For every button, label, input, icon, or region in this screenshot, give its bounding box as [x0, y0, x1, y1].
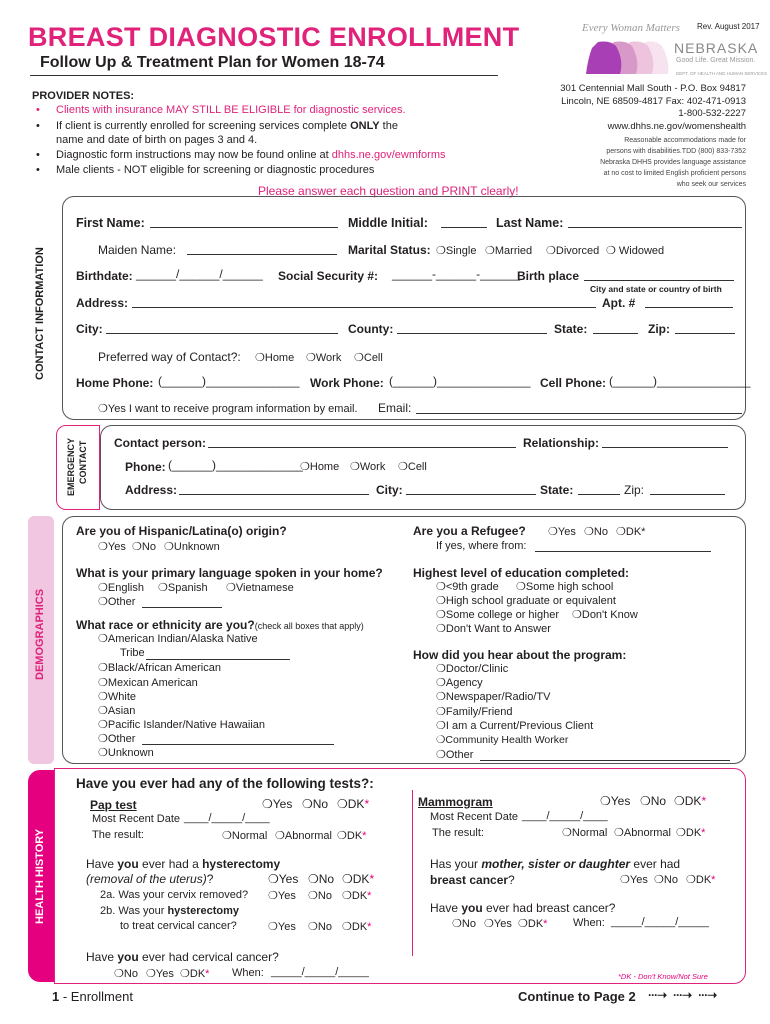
emergency-person-label: Contact person: — [114, 436, 207, 450]
race-question: What race or ethnicity are you?(check all boxes that apply) — [76, 618, 364, 632]
family-yes[interactable]: ❍Yes — [620, 874, 648, 886]
title-rule — [30, 75, 498, 76]
zip-label: Zip: — [648, 322, 670, 336]
emergency-city-field[interactable] — [406, 483, 536, 495]
hispanic-no[interactable]: ❍No — [132, 541, 156, 553]
family-cancer-question: Has your mother, sister or daughter ever had — [430, 857, 681, 871]
marital-divorced[interactable]: ❍Divorced — [546, 245, 600, 257]
race-unknown[interactable]: ❍Unknown — [98, 747, 154, 759]
state-label: State: — [554, 322, 588, 336]
pap-label: Pap test — [90, 798, 137, 812]
race-tribe-field[interactable] — [146, 648, 290, 660]
cervix-no[interactable]: ❍No — [308, 890, 332, 902]
hear-agency[interactable]: ❍Agency — [436, 677, 483, 689]
email-opt-in[interactable]: ❍Yes I want to receive program information by email. — [98, 403, 358, 415]
birthdate-field[interactable]: ______/______/______ — [136, 267, 263, 281]
race-pacific-islander[interactable]: ❍Pacific Islander/Native Hawaiian — [98, 719, 266, 731]
emergency-zip-label: Zip: — [624, 483, 645, 497]
lang-spanish[interactable]: ❍Spanish — [158, 582, 208, 594]
race-other[interactable]: ❍Other — [98, 733, 136, 745]
ewm-logo-icon — [586, 36, 672, 76]
mammo-normal[interactable]: ❍Normal — [562, 827, 608, 839]
rev-date: Rev. August 2017 — [697, 22, 760, 31]
work-phone-field[interactable]: (______)______________ — [389, 374, 531, 388]
nebraska-dept: DEPT. OF HEALTH AND HUMAN SERVICES — [676, 71, 768, 76]
pap-date-field[interactable]: ____/_____/____ — [184, 812, 270, 824]
dhhs-address: 301 Centennial Mall South - P.O. Box 94817 Lincoln, NE 68509-4817 Fax: 402-471-0913 1-800-532-2227 www.dhhs.ne.gov/womenshealth — [560, 83, 746, 132]
cervix-yes[interactable]: ❍Yes — [268, 890, 296, 902]
hispanic-unknown[interactable]: ❍Unknown — [164, 541, 220, 553]
note-instructions: Diagnostic form instructions may now be found online at dhhs.ne.gov/ewmforms — [56, 149, 446, 161]
education-question: Highest level of education completed: — [413, 566, 630, 580]
pap-normal[interactable]: ❍Normal — [222, 830, 268, 842]
cervical-cancer-question: Have you ever had cervical cancer? — [86, 950, 279, 964]
apt-label: Apt. # — [602, 296, 636, 310]
race-black[interactable]: ❍Black/African American — [98, 662, 221, 674]
emergency-state-field[interactable] — [578, 483, 620, 495]
middle-initial-field[interactable] — [441, 216, 487, 228]
note-insurance: Clients with insurance MAY STILL BE ELIGIBLE for diagnostic services. — [56, 104, 406, 116]
hear-client[interactable]: ❍I am a Current/Previous Client — [436, 720, 594, 732]
hyst-cancer-question-2: to treat cervical cancer? — [120, 920, 237, 932]
pref-cell[interactable]: ❍Cell — [354, 352, 383, 364]
hear-question: How did you hear about the program: — [413, 648, 627, 662]
marital-label: Marital Status: — [348, 243, 431, 257]
hyst-cancer-no[interactable]: ❍No — [308, 921, 332, 933]
self-dk[interactable]: ❍DK* — [518, 918, 548, 930]
form-subtitle: Follow Up & Treatment Plan for Women 18-74 — [40, 54, 385, 71]
family-no[interactable]: ❍No — [654, 874, 678, 886]
emergency-phone-label: Phone: — [125, 460, 166, 474]
emergency-cell[interactable]: ❍Cell — [398, 461, 427, 473]
race-tribe-label: Tribe — [120, 647, 145, 659]
email-label: Email: — [378, 401, 412, 415]
edu-9th[interactable]: ❍<9th grade — [436, 581, 499, 593]
pap-date-label: Most Recent Date — [92, 813, 181, 825]
hear-other-field[interactable] — [480, 749, 730, 761]
lang-vietnamese[interactable]: ❍Vietnamese — [226, 582, 294, 594]
dk-footnote: *DK - Don't Know/Not Sure — [618, 972, 708, 981]
emergency-address-label: Address: — [125, 483, 178, 497]
ssn-field[interactable]: ______-______-______ — [392, 267, 521, 281]
ewmforms-link[interactable]: dhhs.ne.gov/ewmforms — [331, 149, 446, 161]
race-american-indian[interactable]: ❍American Indian/Alaska Native — [98, 633, 258, 645]
relationship-field[interactable] — [602, 436, 728, 448]
continue-label: Continue to Page 2 — [518, 989, 636, 1004]
edu-some-hs[interactable]: ❍Some high school — [516, 581, 614, 593]
family-dk[interactable]: ❍DK* — [686, 874, 716, 886]
contact-tab: CONTACT INFORMATION — [34, 247, 46, 380]
hyst-cancer-yes[interactable]: ❍Yes — [268, 921, 296, 933]
marital-single[interactable]: ❍Single — [436, 245, 477, 257]
ssn-label: Social Security #: — [278, 269, 379, 283]
continue-arrow-icon: ···➝ ···➝ ···➝ — [648, 988, 717, 1002]
cervix-removed-question: 2a. Was your cervix removed? — [100, 889, 249, 901]
cervical-when-label: When: — [232, 967, 264, 979]
refugee-no[interactable]: ❍No — [584, 526, 608, 538]
birthplace-hint: City and state or country of birth — [590, 284, 722, 294]
maiden-name-field[interactable] — [187, 243, 337, 255]
hear-family[interactable]: ❍Family/Friend — [436, 706, 513, 718]
pap-no[interactable]: ❍No — [302, 797, 329, 811]
state-field[interactable] — [593, 322, 638, 334]
cell-phone-label: Cell Phone: — [540, 376, 607, 390]
race-asian[interactable]: ❍Asian — [98, 705, 136, 717]
emergency-work[interactable]: ❍Work — [350, 461, 386, 473]
edu-college[interactable]: ❍Some college or higher — [436, 609, 559, 621]
maiden-name-label: Maiden Name: — [98, 243, 177, 257]
hysterectomy-detail: (removal of the uterus)? — [86, 872, 214, 886]
nebraska-logo: NEBRASKA — [674, 40, 759, 56]
hyst-dk[interactable]: ❍DK* — [342, 872, 375, 886]
self-cancer-question: Have you ever had breast cancer? — [430, 901, 616, 915]
pap-result-dk[interactable]: ❍DK* — [337, 830, 367, 842]
cell-phone-field[interactable]: (______)______________ — [609, 374, 751, 388]
cervical-when-field[interactable]: _____/_____/_____ — [271, 966, 369, 978]
last-name-field[interactable] — [568, 216, 742, 228]
race-mexican-american[interactable]: ❍Mexican American — [98, 677, 198, 689]
preferred-contact-label: Preferred way of Contact?: — [98, 350, 241, 364]
emergency-address-field[interactable] — [179, 483, 369, 495]
last-name-label: Last Name: — [496, 216, 564, 230]
lang-other-field[interactable] — [142, 596, 222, 608]
email-field[interactable] — [416, 402, 742, 414]
edu-dont-know[interactable]: ❍Don't Know — [572, 609, 638, 621]
mammo-abnormal[interactable]: ❍Abnormal — [614, 827, 671, 839]
mammo-date-label: Most Recent Date — [430, 811, 519, 823]
pap-result-label: The result: — [92, 829, 144, 841]
address-label: Address: — [76, 296, 129, 310]
city-field[interactable] — [106, 322, 338, 334]
address-field[interactable] — [132, 296, 596, 308]
note-screening-2: name and date of birth on pages 3 and 4. — [56, 134, 258, 146]
refugee-where-label: If yes, where from: — [436, 540, 527, 552]
hispanic-yes[interactable]: ❍Yes — [98, 541, 126, 553]
family-cancer-question-2: breast cancer? — [430, 873, 515, 887]
hear-doctor[interactable]: ❍Doctor/Clinic — [436, 663, 509, 675]
page-number: 1 - Enrollment — [52, 989, 133, 1004]
work-phone-label: Work Phone: — [310, 376, 384, 390]
mammo-yes[interactable]: ❍Yes — [600, 794, 631, 808]
relationship-label: Relationship: — [523, 436, 600, 450]
mammo-result-label: The result: — [432, 827, 484, 839]
language-question: What is your primary language spoken in your home? — [76, 566, 383, 580]
emergency-zip-field[interactable] — [650, 483, 725, 495]
hispanic-question: Are you of Hispanic/Latina(o) origin? — [76, 524, 287, 538]
pap-yes[interactable]: ❍Yes — [262, 797, 293, 811]
mammo-result-dk[interactable]: ❍DK* — [676, 827, 706, 839]
cervical-no[interactable]: ❍No — [114, 968, 138, 980]
hear-newspaper[interactable]: ❍Newspaper/Radio/TV — [436, 691, 551, 703]
accommodations-note: Reasonable accommodations made for persons with disabilities.TDD (800) 833-7352 Nebraska DHHS provides language assistance at no cost to limited English proficient persons who seek our services — [600, 137, 746, 188]
hysterectomy-question: Have you ever had a hysterectomy — [86, 857, 281, 871]
lang-english[interactable]: ❍English — [98, 582, 144, 594]
edu-hs-grad[interactable]: ❍High school graduate or equivalent — [436, 595, 616, 607]
cervical-dk[interactable]: ❍DK* — [180, 968, 210, 980]
emergency-phone-field[interactable]: (______)_____________ — [168, 458, 303, 472]
race-other-field[interactable] — [142, 733, 334, 745]
print-instruction: Please answer each question and PRINT clearly! — [258, 184, 519, 198]
demographics-tab: DEMOGRAPHICS — [34, 588, 46, 680]
hyst-cancer-question: 2b. Was your hysterectomy — [100, 905, 239, 917]
home-phone-field[interactable]: (______)______________ — [158, 374, 300, 388]
edu-no-answer[interactable]: ❍Don't Want to Answer — [436, 623, 551, 635]
note-screening: If client is currently enrolled for screening services complete ONLY the — [56, 120, 398, 132]
hyst-no[interactable]: ❍No — [308, 872, 335, 886]
pref-work[interactable]: ❍Work — [306, 352, 342, 364]
note-male: Male clients - NOT eligible for screening or diagnostic procedures — [56, 164, 375, 176]
home-phone-label: Home Phone: — [76, 376, 154, 390]
form-title: BREAST DIAGNOSTIC ENROLLMENT — [28, 22, 520, 52]
refugee-question: Are you a Refugee? — [413, 524, 526, 538]
marital-married[interactable]: ❍Married — [485, 245, 533, 257]
hyst-yes[interactable]: ❍Yes — [268, 872, 299, 886]
race-white[interactable]: ❍White — [98, 691, 136, 703]
self-no[interactable]: ❍No — [452, 918, 476, 930]
cervix-dk[interactable]: ❍DK* — [342, 890, 372, 902]
county-field[interactable] — [397, 322, 547, 334]
zip-field[interactable] — [675, 322, 735, 334]
cervical-yes[interactable]: ❍Yes — [146, 968, 174, 980]
refugee-yes[interactable]: ❍Yes — [548, 526, 576, 538]
birthplace-label: Birth place — [517, 269, 580, 283]
birthdate-label: Birthdate: — [76, 269, 133, 283]
hear-chw[interactable]: ❍Community Health Worker — [436, 734, 569, 746]
birthplace-field[interactable] — [584, 269, 734, 281]
refugee-where-field[interactable] — [535, 540, 711, 552]
pap-abnormal[interactable]: ❍Abnormal — [275, 830, 332, 842]
pap-dk[interactable]: ❍DK* — [337, 797, 370, 811]
refugee-dk[interactable]: ❍DK* — [616, 526, 646, 538]
lang-other[interactable]: ❍Other — [98, 596, 136, 608]
mammogram-label: Mammogram — [418, 795, 493, 809]
mammo-dk[interactable]: ❍DK* — [674, 794, 707, 808]
mammo-date-field[interactable]: ____/_____/____ — [522, 810, 608, 822]
hear-other[interactable]: ❍Other — [436, 749, 474, 761]
nebraska-tagline: Good Life. Great Mission. — [676, 57, 756, 64]
emergency-person-field[interactable] — [208, 436, 516, 448]
history-tab: HEALTH HISTORY — [34, 828, 46, 924]
county-label: County: — [348, 322, 394, 336]
first-name-field[interactable] — [150, 216, 338, 228]
mammo-no[interactable]: ❍No — [640, 794, 667, 808]
self-when-field[interactable]: _____/_____/_____ — [611, 916, 709, 928]
emergency-city-label: City: — [376, 483, 403, 497]
first-name-label: First Name: — [76, 216, 145, 230]
emergency-state-label: State: — [540, 483, 574, 497]
emergency-tab-2: CONTACT — [78, 440, 88, 484]
hyst-cancer-dk[interactable]: ❍DK* — [342, 921, 372, 933]
apt-field[interactable] — [645, 296, 733, 308]
marital-widowed[interactable]: ❍ Widowed — [606, 245, 665, 257]
middle-initial-label: Middle Initial: — [348, 216, 428, 230]
ewm-logo-text: Every Woman Matters — [582, 22, 680, 34]
provider-notes-heading: PROVIDER NOTES: — [32, 90, 135, 102]
history-divider — [412, 790, 413, 956]
emergency-home[interactable]: ❍Home — [300, 461, 340, 473]
self-when-label: When: — [573, 917, 605, 929]
city-label: City: — [76, 322, 103, 336]
self-yes[interactable]: ❍Yes — [484, 918, 512, 930]
pref-home[interactable]: ❍Home — [255, 352, 295, 364]
tests-question: Have you ever had any of the following tests?: — [76, 776, 374, 791]
emergency-tab-1: EMERGENCY — [66, 437, 76, 496]
